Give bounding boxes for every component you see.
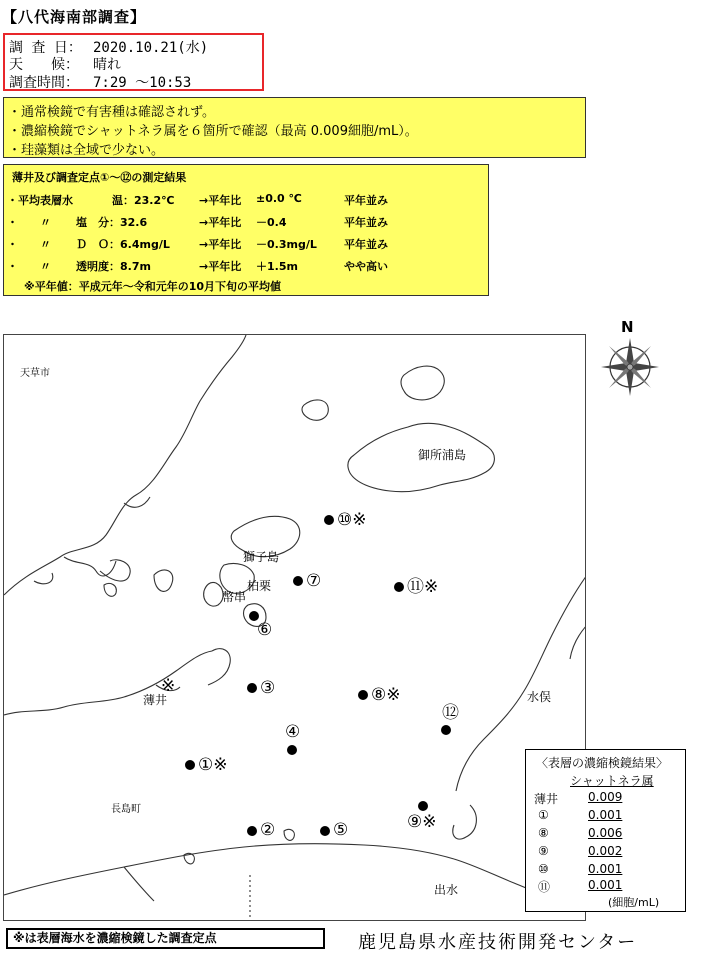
survey-map: [3, 334, 586, 921]
survey-weather-value: 晴れ: [93, 57, 121, 73]
organization-name: 鹿児島県水産技術開発センター: [358, 932, 638, 953]
measurement-compare: →平年比: [199, 260, 242, 273]
place-label-shishijima: 獅子島: [243, 550, 280, 564]
survey-weather-row: [9, 54, 121, 74]
place-label-heishi: 幣串: [222, 590, 247, 604]
results-value: 0.001: [588, 878, 623, 892]
measurement-compare: →平年比: [199, 194, 242, 207]
station-6-label: ⑥: [257, 620, 273, 640]
measurement-judge: 平年並み: [344, 216, 388, 229]
station-7-marker: [293, 576, 303, 586]
station-2-label: ②: [260, 820, 276, 840]
coastline-drawing: [4, 335, 586, 921]
results-station: ⑪: [538, 880, 551, 894]
measurement-footnote: ※平年値：平成元年～令和元年の10月下旬の平均値: [24, 280, 281, 293]
measurement-diff: －0.4: [256, 216, 287, 229]
measurement-diff: ＋1.5m: [256, 260, 298, 273]
results-value: 0.009: [588, 790, 623, 804]
compass-north-label: N: [621, 318, 634, 336]
results-station: 薄井: [534, 792, 559, 806]
place-label-nagashima: 長島町: [111, 804, 141, 815]
survey-weather-label: 天 候：: [9, 57, 79, 73]
survey-date-value: 2020.10.21(水): [93, 40, 209, 56]
measurement-heading: 薄井及び調査定点①～⑫の測定結果: [12, 171, 187, 184]
survey-time-value: 7:29 ～10:53: [93, 75, 192, 91]
station-12-label: ⑫: [442, 703, 459, 723]
note-line: ・通常検鏡で有害種は確認されず。: [8, 105, 215, 120]
station-9-marker: [418, 801, 428, 811]
results-title: 〈表層の濃縮検鏡結果〉: [536, 756, 669, 770]
station-11-marker: [394, 582, 404, 592]
concentration-results-table: [525, 749, 686, 912]
results-station: ⑨: [538, 844, 549, 858]
measurement-box: [3, 164, 489, 296]
results-station: ⑧: [538, 826, 549, 840]
survey-time-label: 調査時間：: [9, 75, 79, 91]
results-station: ①: [538, 808, 549, 822]
place-label-goshoura: 御所浦島: [418, 448, 467, 462]
measurement-prefix: ・ 〃: [7, 260, 51, 273]
measurement-item: Ｄ Ｏ：6.4mg/L: [76, 238, 170, 251]
station-4-marker: [287, 745, 297, 755]
note-line: ・濃縮検鏡でシャットネラ属を６箇所で確認（最高 0.009細胞/mL）。: [8, 124, 418, 139]
place-label-usui: 薄井: [143, 693, 168, 707]
station-1-label: ①※: [198, 755, 228, 775]
note-line: ・珪藻類は全域で少ない。: [8, 143, 165, 158]
place-label-minamata: 水俣: [527, 690, 552, 704]
measurement-item: 塩 分：32.6: [76, 216, 148, 229]
station-5-label: ⑤: [333, 820, 349, 840]
measurement-item: 透明度：8.7m: [76, 260, 151, 273]
station-8-marker: [358, 690, 368, 700]
measurement-diff: －0.3mg/L: [256, 238, 317, 251]
station-7-label: ⑦: [306, 571, 322, 591]
survey-time-row: [9, 72, 191, 92]
results-genus: シャットネラ属: [570, 774, 654, 788]
results-unit: (細胞/mL): [608, 896, 660, 909]
station-1-marker: [185, 760, 195, 770]
results-value: 0.001: [588, 808, 623, 822]
place-label-izumi: 出水: [434, 883, 459, 897]
measurement-item: 温：23.2℃: [112, 194, 175, 207]
results-value: 0.006: [588, 826, 623, 840]
station-2-marker: [247, 826, 257, 836]
measurement-compare: →平年比: [199, 238, 242, 251]
station-3-marker: [247, 683, 257, 693]
measurement-prefix: ・ 〃: [7, 216, 51, 229]
station-10-marker: [324, 515, 334, 525]
station-12-marker: [441, 725, 451, 735]
station-9-label: ⑨※: [407, 812, 437, 832]
station-11-label: ⑪※: [407, 577, 439, 597]
survey-info-box: [3, 33, 264, 91]
results-station: ⑩: [538, 862, 549, 876]
station-5-marker: [320, 826, 330, 836]
station-usui-marker: ※: [161, 676, 176, 696]
survey-date-label: 調 査 日：: [9, 40, 82, 56]
north-arrow-icon: [599, 318, 661, 398]
station-10-label: ⑩※: [337, 510, 367, 530]
measurement-judge: 平年並み: [344, 238, 388, 251]
station-4-label: ④: [285, 722, 301, 742]
measurement-diff: ±0.0 ℃: [256, 192, 302, 205]
results-value: 0.002: [588, 844, 623, 858]
measurement-compare: →平年比: [199, 216, 242, 229]
page-title: 【八代海南部調査】: [2, 8, 147, 26]
measurement-prefix: ・ 〃: [7, 238, 51, 251]
place-label-kashiwagi: 柏栗: [247, 579, 272, 593]
summary-notes-box: [3, 97, 586, 158]
station-8-label: ⑧※: [371, 685, 401, 705]
measurement-judge: やや高い: [344, 260, 388, 273]
measurement-prefix: ・平均表層水: [7, 194, 73, 207]
results-value: 0.001: [588, 862, 623, 876]
measurement-judge: 平年並み: [344, 194, 388, 207]
station-3-label: ③: [260, 678, 276, 698]
legend-note: ※は表層海水を濃縮検鏡した調査定点: [6, 928, 325, 949]
place-label-amakusa: 天草市: [20, 368, 50, 379]
